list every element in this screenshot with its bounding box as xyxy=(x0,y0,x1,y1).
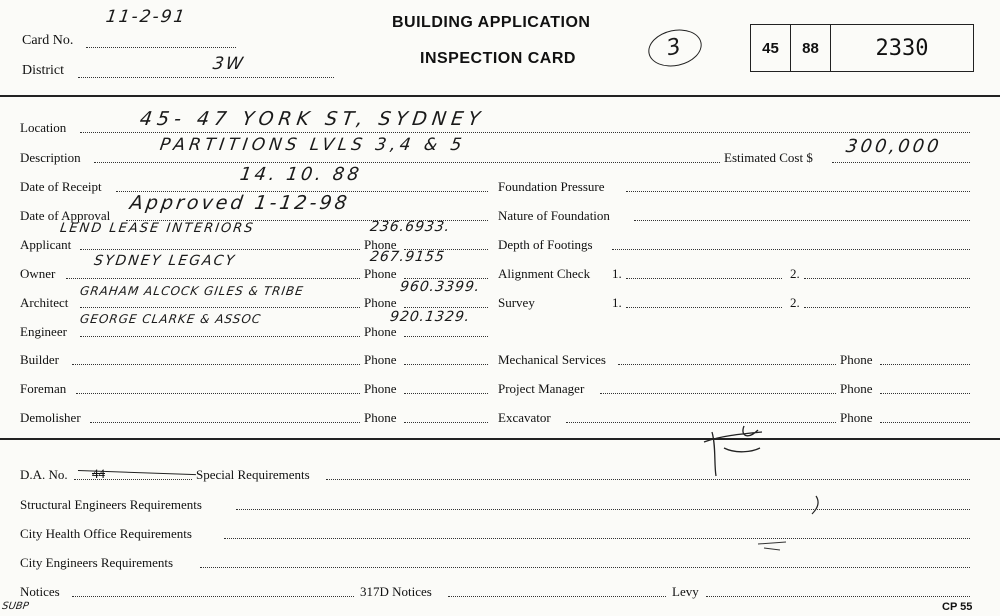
architect-phone-label: Phone xyxy=(364,295,397,310)
applicant-value: LEND LEASE INTERIORS xyxy=(59,221,256,236)
estimated-cost-dots xyxy=(832,161,970,163)
demolisher-dots xyxy=(90,421,360,423)
excavator-phone-dots xyxy=(880,421,970,423)
project-manager-phone-dots xyxy=(880,392,970,394)
corner-note: SUBP xyxy=(1,601,30,612)
district-value: 3W xyxy=(211,54,247,74)
date-of-receipt-label: Date of Receipt xyxy=(20,179,102,194)
handwritten-dash-mark xyxy=(756,536,792,552)
excavator-dots xyxy=(566,421,836,423)
description-value: PARTITIONS LVLS 3,4 & 5 xyxy=(158,135,467,155)
notices-317d-label: 317D Notices xyxy=(360,584,432,599)
project-manager-phone-label: Phone xyxy=(840,381,873,396)
foreman-label: Foreman xyxy=(20,381,67,396)
card-no-label: Card No. xyxy=(22,33,74,48)
engineer-phone-label: Phone xyxy=(364,324,397,339)
da-no-label: D.A. No. xyxy=(20,467,68,482)
mechanical-services-dots xyxy=(618,363,836,365)
levy-label: Levy xyxy=(672,584,699,599)
builder-dots xyxy=(72,363,360,365)
levy-dots xyxy=(706,595,970,597)
foundation-pressure-dots xyxy=(626,190,970,192)
nature-of-foundation-label: Nature of Foundation xyxy=(498,208,610,223)
card-date-handwritten: 11-2-91 xyxy=(104,7,188,27)
mechanical-phone-dots xyxy=(880,363,970,365)
owner-phone-label: Phone xyxy=(364,266,397,281)
notices-dots xyxy=(72,595,354,597)
project-manager-dots xyxy=(600,392,836,394)
description-label: Description xyxy=(20,150,81,165)
owner-dots xyxy=(66,277,360,279)
foreman-dots xyxy=(76,392,360,394)
district-dots xyxy=(78,76,334,78)
estimated-cost-value: 300,000 xyxy=(844,136,943,157)
survey-num-1: 1. xyxy=(612,295,622,310)
handwritten-tick-mark xyxy=(700,424,770,484)
project-manager-label: Project Manager xyxy=(498,381,585,396)
special-requirements-label: Special Requirements xyxy=(196,467,310,482)
notices-317d-dots xyxy=(448,595,666,597)
owner-label: Owner xyxy=(20,266,56,281)
city-engineers-label: City Engineers Requirements xyxy=(20,555,174,570)
owner-value: SYDNEY LEGACY xyxy=(92,253,238,269)
section-divider xyxy=(0,438,1000,440)
structural-engineers-dots xyxy=(236,508,970,510)
location-value: 45- 47 YORK ST, SYDNEY xyxy=(138,108,487,130)
foundation-pressure-label: Foundation Pressure xyxy=(498,179,605,194)
foreman-phone-dots xyxy=(404,392,488,394)
da-no-value: 44 xyxy=(92,466,105,481)
circled-number: 3 xyxy=(645,25,705,71)
reference-box-cell-1: 45 xyxy=(751,25,791,71)
applicant-phone-value: 236.6933. xyxy=(368,219,452,235)
special-requirements-dots xyxy=(326,478,970,480)
owner-phone-value: 267.9155 xyxy=(368,249,446,265)
engineer-dots xyxy=(80,335,360,337)
estimated-cost-label: Estimated Cost $ xyxy=(724,150,813,165)
excavator-phone-label: Phone xyxy=(840,410,873,425)
demolisher-label: Demolisher xyxy=(20,410,81,425)
depth-of-footings-label: Depth of Footings xyxy=(498,237,593,252)
builder-label: Builder xyxy=(20,352,59,367)
survey-label: Survey xyxy=(498,295,535,310)
survey-num-2: 2. xyxy=(790,295,800,310)
applicant-dots xyxy=(80,248,360,250)
city-health-label: City Health Office Requirements xyxy=(20,526,192,541)
excavator-label: Excavator xyxy=(498,410,551,425)
location-dots xyxy=(80,131,970,133)
architect-value: GRAHAM ALCOCK GILES & TRIBE xyxy=(79,284,305,298)
form-title-line1: BUILDING APPLICATION xyxy=(392,14,591,31)
survey-dots-2 xyxy=(804,306,970,308)
depth-of-footings-dots xyxy=(612,248,970,250)
applicant-label: Applicant xyxy=(20,237,72,252)
alignment-check-num-1: 1. xyxy=(612,266,622,281)
date-of-approval-label: Date of Approval xyxy=(20,208,111,223)
engineer-phone-value: 920.1329. xyxy=(388,309,472,325)
nature-of-foundation-dots xyxy=(634,219,970,221)
applicant-phone-label: Phone xyxy=(364,237,397,252)
demolisher-phone-label: Phone xyxy=(364,410,397,425)
card-no-dots xyxy=(86,46,236,48)
reference-number-box xyxy=(750,24,974,72)
survey-dots-1 xyxy=(626,306,782,308)
structural-engineers-label: Structural Engineers Requirements xyxy=(20,497,202,512)
notices-label: Notices xyxy=(20,584,60,599)
description-dots xyxy=(94,161,720,163)
mechanical-phone-label: Phone xyxy=(840,352,873,367)
form-title-line2: INSPECTION CARD xyxy=(420,50,576,67)
alignment-check-label: Alignment Check xyxy=(498,266,591,281)
alignment-check-num-2: 2. xyxy=(790,266,800,281)
city-health-dots xyxy=(224,537,970,539)
district-label: District xyxy=(22,63,64,78)
builder-phone-dots xyxy=(404,363,488,365)
engineer-phone-dots xyxy=(404,335,488,337)
reference-box-cell-2: 88 xyxy=(791,25,831,71)
date-of-approval-value: Approved 1-12-98 xyxy=(128,192,352,214)
city-engineers-dots xyxy=(200,566,970,568)
location-label: Location xyxy=(20,120,67,135)
architect-dots xyxy=(80,306,360,308)
handwritten-hook-mark xyxy=(808,494,824,518)
architect-phone-value: 960.3399. xyxy=(398,279,482,295)
architect-label: Architect xyxy=(20,295,69,310)
header-divider xyxy=(0,95,1000,97)
foreman-phone-label: Phone xyxy=(364,381,397,396)
alignment-check-dots-2 xyxy=(804,277,970,279)
builder-phone-label: Phone xyxy=(364,352,397,367)
demolisher-phone-dots xyxy=(404,421,488,423)
date-of-receipt-value: 14. 10. 88 xyxy=(238,164,364,185)
reference-box-number: 2330 xyxy=(875,35,929,61)
engineer-label: Engineer xyxy=(20,324,67,339)
engineer-value: GEORGE CLARKE & ASSOC xyxy=(79,312,263,326)
alignment-check-dots-1 xyxy=(626,277,782,279)
mechanical-services-label: Mechanical Services xyxy=(498,352,606,367)
form-code: CP 55 xyxy=(942,601,973,613)
